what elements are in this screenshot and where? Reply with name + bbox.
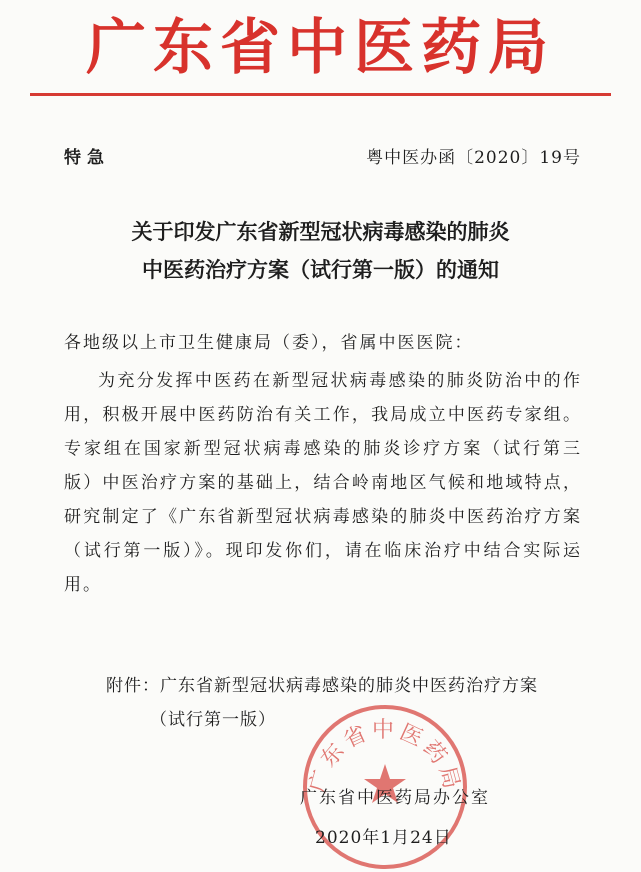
attachment-line-2: （试行第一版） — [150, 710, 276, 730]
document-number: 粤中医办函〔2020〕19号 — [366, 148, 581, 168]
issue-date: 2020年1月24日 — [315, 828, 452, 848]
header-red-rule — [30, 93, 611, 96]
seal-text: 广东省中医药局 — [305, 718, 465, 796]
addressee: 各地级以上市卫生健康局（委），省属中医医院： — [64, 333, 474, 353]
document-title-line-2: 中医药治疗方案（试行第一版）的通知 — [142, 258, 499, 282]
agency-header-title: 广东省中医药局 — [86, 13, 555, 83]
attachment-line-1: 附件：广东省新型冠状病毒感染的肺炎中医药治疗方案 — [106, 676, 538, 696]
body-paragraph: 为充分发挥中医药在新型冠状病毒感染的肺炎防治中的作用，积极开展中医药防治有关工作，我局成立中医药专家组。专家组在国家新型冠状病毒感染的肺炎诊疗方案（试行第三版）中医治疗方案的基础上，结合岭南地区气候和地域特点，研究制定了《广东省新型冠状病毒感染的肺炎中医药治疗方案（试行第一版）》。现印发你们，请在临床治疗中结合实际运用。 — [64, 371, 582, 595]
urgency-label: 特急 — [64, 148, 110, 168]
issuer-name: 广东省中医药局办公室 — [300, 788, 490, 808]
document-title-line-1: 关于印发广东省新型冠状病毒感染的肺炎 — [131, 220, 510, 244]
